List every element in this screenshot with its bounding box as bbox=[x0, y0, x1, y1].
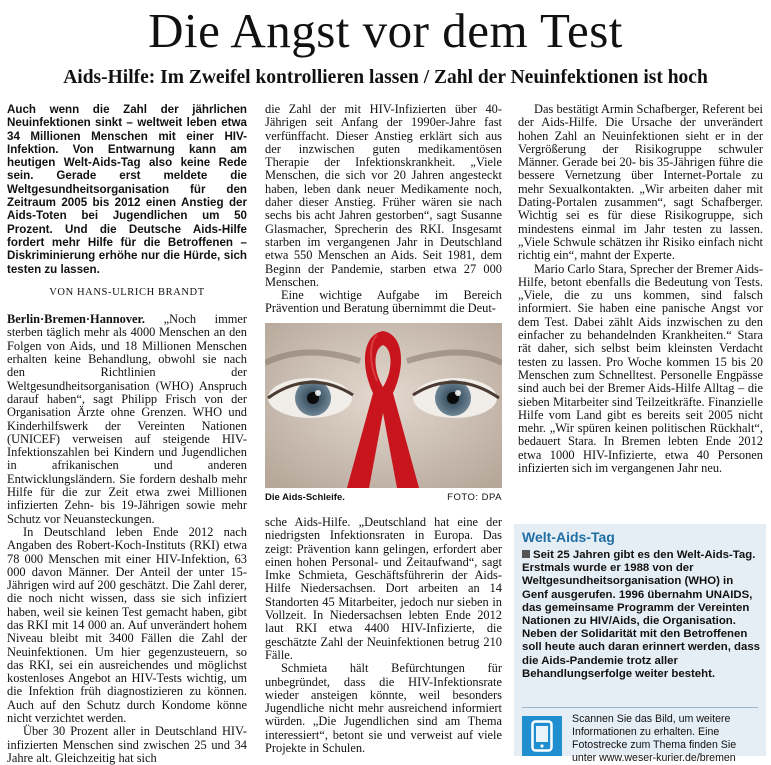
article-photo bbox=[265, 323, 502, 488]
photo-credit: FOTO: DPA bbox=[447, 492, 502, 503]
info-box-title: Welt-Aids-Tag bbox=[522, 529, 615, 545]
body-paragraph: Eine wichtige Aufgabe im Bereich Prävention und Beratung übernimmt die Deut- bbox=[265, 288, 502, 316]
photo-caption bbox=[265, 492, 502, 504]
eyes-ribbon-image bbox=[265, 323, 502, 488]
body-paragraph bbox=[7, 313, 247, 526]
byline: VON HANS-ULRICH BRANDT bbox=[49, 286, 205, 298]
body-paragraph: sche Aids-Hilfe. „Deutschland hat eine der niedrigsten Infektionsraten in Europa. Das zeigt: Prävention kann gelingen, erfordert aber einen hohen Personal- und Zeitaufwand“, sagt Imke Schmieta, Geschäftsführerin der Aids-Hilfe Niedersachsen. Dort arbeiten an 14 Standorten 45 Mitarbeiter, jedoch nur sieben in Vollzeit. In Niedersachsen lebten Ende 2012 laut RKI etwa 4400 HIV-Infizierte, die geschätzte Zahl der Neuinfektionen betrug 210 Fälle. bbox=[265, 515, 502, 662]
article-column-3 bbox=[518, 103, 763, 475]
body-paragraph: In Deutschland leben Ende 2012 nach Angaben des Robert-Koch-Instituts (RKI) etwa 78 000 Menschen mit einer HIV-Infektion, 63 000 davon Männer. Der Anteil der unter 15-Jährigen wird auf 200 geschätzt. Die Zahl derer, die noch nicht wissen, dass sie sich infiziert haben, weil sie keinen Test gemacht haben, gibt das RKI mit 14 000 an. Auf unverändert hohem Niveau bleibt mit 3400 Fällen die Zahl der Neuinfektionen. Um hier gegenzusteuern, so das RKI, sei ein ausreichendes und möglichst kostenloses Angebot an HIV-Tests wichtig, um die Infektion früh diagnostizieren zu können. Auch auf den Schutz durch Kondome könne nicht verzichtet werden. bbox=[7, 524, 247, 726]
info-box bbox=[514, 524, 766, 764]
lead-paragraph: Auch wenn die Zahl der jährlichen Neuinfektionen sinkt – weltweit leben etwa 34 Millionen Menschen mit einer HIV-Infektion. Von Entwarnung kann am heutigen Welt-Aids-Tag also keine Rede sein. Gerade erst meldete die Weltgesundheitsorganisation für den Zeitraum 2005 bis 2012 einen Anstieg der Aids-Toten bei Jugendlichen um 50 Prozent. Und die Deutsche Aids-Hilfe fordert mehr Hilfe für die Betroffenen – Diskriminierung erhöhe nur die Hürde, sich testen zu lassen. bbox=[7, 103, 247, 276]
body-paragraph: die Zahl der mit HIV-Infizierten über 40-Jährigen seit Anfang der 1990er-Jahre fast verfünffacht. Dieser Anstieg erklärt sich aus der inzwischen guten medikamentösen Therapie der Infektionskrankheit. „Viele Menschen, die sich vor 20 Jahren angesteckt haben, leben dank neuer Medikamente noch, daher dieser Anstieg. Früher wären sie nach sechs bis acht Jahren gestorben“, sagt Susanne Glasmacher, Sprecherin des RKI. Insgesamt starben im vergangenen Jahr in Deutschland etwa 550 Menschen an Aids. Seit 1981, dem Beginn der Pandemie, starben etwa 27 000 Menschen. bbox=[265, 102, 502, 289]
article-column-2-continued bbox=[265, 516, 502, 755]
body-paragraph: Das bestätigt Armin Schafberger, Referent bei der Aids-Hilfe. Die Ursache der unverändert hohen Zahl an Neuinfektionen sieht er in der Vergrößerung der Risikogruppe schwuler Männer. Gerade bei 20- bis 35-Jährigen führe die bessere Vernetzung über Internet-Portale zu mehr Sexualkontakten. „Wir arbeiten daher mit Dating-Portalen zusammen“, sagt Schafberger. Wichtig sei es für diese Risikogruppe, sich mindestens einmal im Jahr testen zu lassen. „Viele Schwule schätzen ihr Risiko einfach nicht richtig ein“, mahnt der Experte. bbox=[518, 102, 763, 263]
dateline: Berlin·Bremen·Hannover. bbox=[7, 312, 146, 327]
scan-hint-text: Scannen Sie das Bild, um weitere Informationen zu erhalten. Eine Fotostrecke zum Thema finden Sie unter www.weser-kurier.de/bremen bbox=[572, 713, 737, 764]
square-bullet-icon bbox=[522, 550, 530, 558]
body-paragraph: Über 30 Prozent aller in Deutschland HIV-infizierten Menschen sind zwischen 25 und 34 Jahre alt. Gleichzeitig hat sich bbox=[7, 724, 247, 765]
article-column-2 bbox=[265, 103, 502, 316]
article-column-1 bbox=[7, 103, 247, 765]
headline: Die Angst vor dem Test bbox=[148, 3, 623, 58]
divider bbox=[522, 707, 758, 708]
info-box-body: Seit 25 Jahren gibt es den Welt-Aids-Tag. Erstmals wurde er 1988 von der Weltgesundheitsorganisation (WHO) in Genf ausgerufen. 1996 übernahm UNAIDS, das gemeinsame Programm der Vereinten Nationen zu HIV/Aids, die Organisation. Neben der Solidarität mit den Betroffenen soll heute auch daran erinnert werden, dass die Aids-Pandemie trotz aller Behandlungserfolge weiter besteht. bbox=[522, 549, 761, 680]
subheadline: Aids-Hilfe: Im Zweifel kontrollieren lassen / Zahl der Neuinfektionen ist hoch bbox=[63, 67, 708, 88]
info-box-text bbox=[522, 549, 760, 681]
body-paragraph: Schmieta hält Befürchtungen für unbegründet, dass die HIV-Infektionsrate wieder ansteigen könnte, weil besonders Jugendliche nicht mehr ausreichend informiert würden. „Die Jugendlichen sind am Thema interessiert“, betont sie und verweist auf viele Projekte in Schulen. bbox=[265, 661, 502, 756]
caption-text: Die Aids-Schleife. bbox=[265, 492, 345, 503]
body-text: „Noch immer sterben täglich mehr als 4000 Menschen an den Folgen von Aids, und 18 Millionen Menschen erhalten keine Behandlung, obwohl sie nach den Richtlinien der Weltgesundheitsorganisation (WHO) Anspruch darauf haben“, sagt Philipp Frisch von der Organisation Ärzte ohne Grenzen. WHO und Kinderhilfswerk der Vereinten Nationen (UNICEF) verweisen auf steigende HIV-Infektionszahlen bei Kindern und Jugendlichen in afrikanischen und anderen Entwicklungsländern. Sie fordern deshalb mehr Hilfe für die zur Zeit etwa zwei Millionen infizierten Zehn- bis 19-Jährigen sowie mehr Schutz vor Neuansteckungen. bbox=[7, 312, 247, 526]
phone-icon bbox=[522, 716, 562, 756]
body-paragraph: Mario Carlo Stara, Sprecher der Bremer Aids-Hilfe, betont ebenfalls die Bedeutung von Tests. „Viele, die zu uns kommen, sind falsch informiert. Sie haben eine panische Angst vor dem Test. Dabei zählt Aids inzwischen zu den einfacher zu behandelnden Krankheiten.“ Stara rät daher, sich selbst beim kleinsten Verdacht testen zu lassen. Pro Woche kommen 15 bis 20 Menschen zum Schnelltest. Personelle Engpässe sind auch bei der Bremer Aids-Hilfe Alltag – die sieben Mitarbeiter sind Teilzeitkräfte. Finanzielle Hilfe vom Land gibt es bereits seit 2005 nicht mehr. „Wir spüren keinen politischen Rückhalt“, bedauert Stara. In Bremen lebten Ende 2012 etwa 1000 HIV-Infizierte, etwa 40 Personen infizierten sich im vergangenen Jahr neu. bbox=[518, 261, 763, 476]
